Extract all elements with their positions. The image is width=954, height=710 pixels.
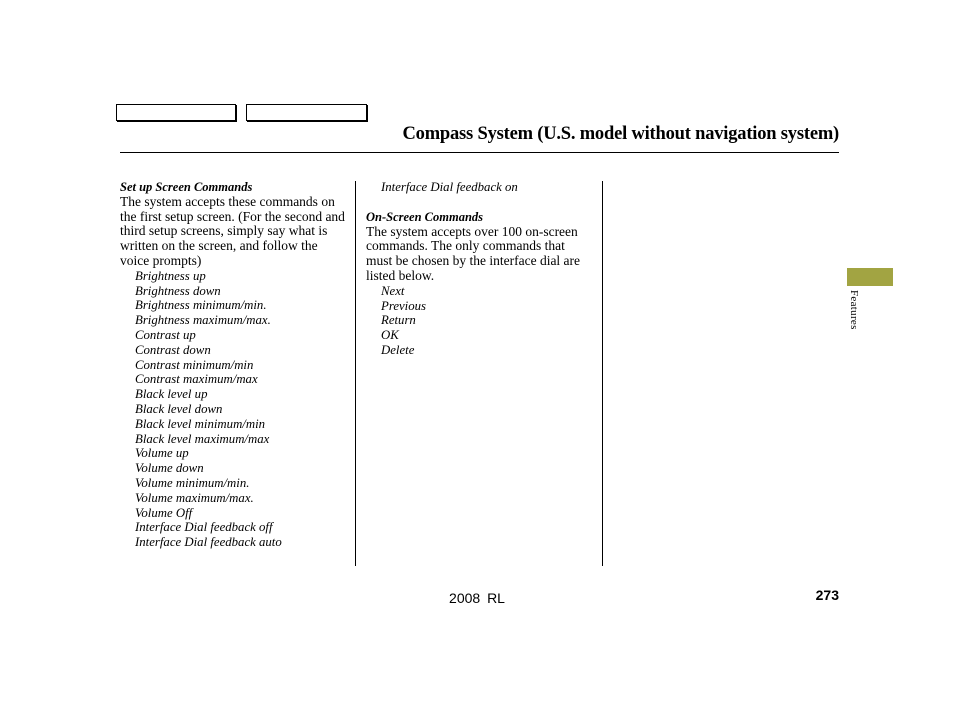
section-spacer [366, 195, 594, 210]
on-screen-commands-list [366, 284, 594, 358]
setup-commands-heading: Set up Screen Commands [120, 180, 253, 194]
list-item: Black level down [135, 401, 223, 416]
continued-commands-list [366, 180, 594, 195]
list-item: Contrast maximum/max [135, 372, 258, 387]
footer-model: 2008 RL [449, 590, 505, 606]
list-item: OK [381, 328, 399, 343]
column-middle [366, 180, 594, 358]
list-item: Brightness up [135, 268, 206, 283]
list-item: Volume Off [135, 505, 193, 520]
list-item: Delete [381, 342, 415, 357]
column-divider-2 [602, 181, 603, 566]
list-item: Next [381, 283, 405, 298]
list-item: Previous [381, 298, 427, 313]
list-item: Black level maximum/max [135, 431, 270, 446]
title-rule [120, 152, 839, 153]
list-item: Volume minimum/min. [135, 475, 250, 490]
list-item: Contrast minimum/min [135, 357, 254, 372]
list-item: Contrast down [135, 342, 211, 357]
setup-commands-list [120, 269, 348, 550]
list-item: Brightness down [135, 283, 221, 298]
list-item: Brightness minimum/min. [135, 298, 267, 313]
list-item: Contrast up [135, 327, 196, 342]
column-divider-1 [355, 181, 356, 566]
nav-box-right [246, 104, 367, 121]
on-screen-commands-heading: On-Screen Commands [366, 209, 484, 224]
column-left [120, 180, 348, 550]
list-item: Volume maximum/max. [135, 490, 254, 505]
nav-box-left [116, 104, 236, 121]
list-item: Return [381, 313, 416, 328]
setup-commands-paragraph: The system accepts these commands on the first setup screen. (For the second and third setup screens, simply say what is written on the screen, and follow the voice prompts) [120, 193, 345, 268]
page-title: Compass System (U.S. model without navigation system) [402, 124, 839, 144]
list-item: Volume down [135, 461, 204, 476]
list-item: Black level minimum/min [135, 416, 266, 431]
list-item: Black level up [135, 387, 208, 402]
list-item: Interface Dial feedback off [135, 520, 273, 535]
page-number: 273 [815, 587, 839, 603]
list-item: Brightness maximum/max. [135, 313, 271, 328]
list-item: Volume up [135, 446, 189, 461]
features-tab-label: Features [848, 290, 860, 330]
features-tab-marker [847, 268, 893, 286]
list-item: Interface Dial feedback on [381, 180, 518, 194]
on-screen-commands-paragraph: The system accepts over 100 on-screen commands. The only commands that must be chosen by the interface dial are listed below. [366, 223, 581, 283]
list-item: Interface Dial feedback auto [135, 535, 282, 550]
